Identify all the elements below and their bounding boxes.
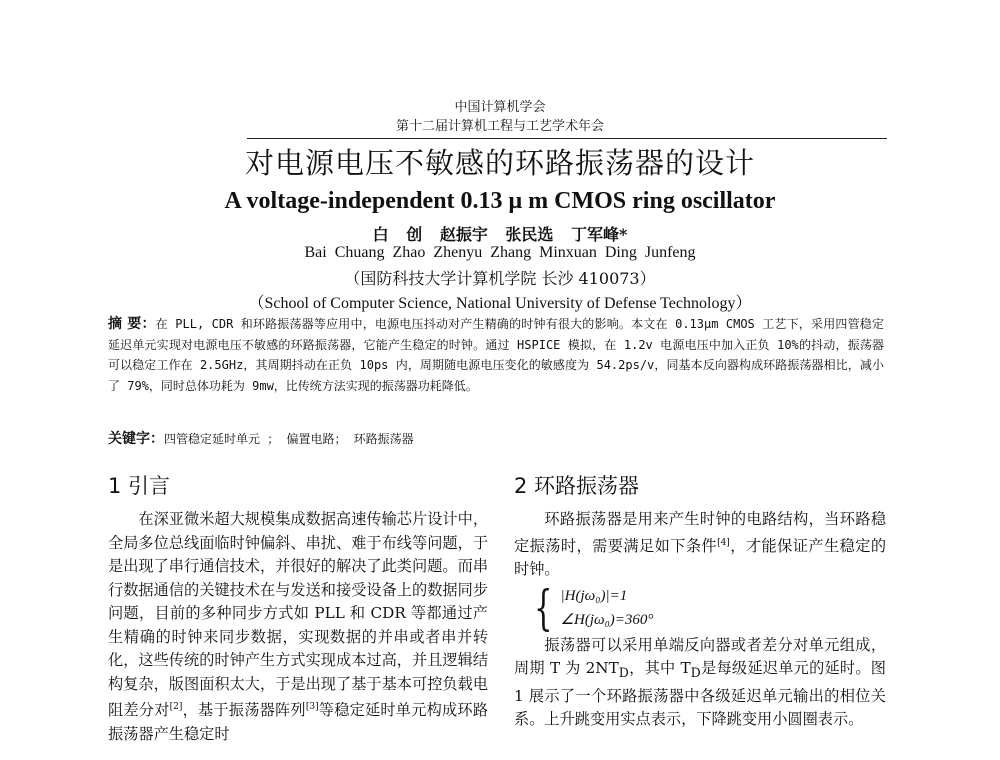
citation-4: [4] <box>717 537 730 548</box>
section1-text: 在深亚微米超大规模集成数据高速传输芯片设计中，全局多位总线面临时钟偏斜、串扰、难于布线等问题，于是出现了串行通信技术，并很好的解决了此类问题。而串行数据通信的关键技术在与发送和接受设备上的数据同步问题，目前的多种同步方式如 PLL 和 CDR 等都通过产生精确的时钟来同步数据，实现数据的并串或者串并转化，这些传统的时钟产生方式实现成本过高，并且逻辑结构复杂，版图面积太大，于是出现了基于基本可控负载电阻差分对 <box>108 510 488 720</box>
header-society: 中国计算机学会 <box>454 100 546 115</box>
section2-text-2: 振荡器可以采用单端反向器或者差分对单元组成，周期 T 为 2NT <box>514 635 886 678</box>
section2-column <box>514 508 886 732</box>
section2-paragraph-2 <box>514 634 886 732</box>
section1-paragraph <box>108 508 488 746</box>
abstract-label: 摘 要： <box>108 316 156 332</box>
header-conference: 第十二届计算机工程与工艺学术年会 <box>395 119 604 134</box>
section2-paragraph-1 <box>514 508 886 582</box>
title-english: A voltage-independent 0.13 μ m CMOS ring oscillator <box>224 188 776 214</box>
equation-magnitude: |H(jω₀)|=1 <box>560 587 628 604</box>
section1-text-c: 等稳定延时单元构成环路振荡器产生稳定时 <box>108 701 489 743</box>
keywords-text: 四管稳定延时单元 ； 偏置电路； 环路振荡器 <box>164 432 414 446</box>
authors-english: Bai Chuang Zhao Zhenyu Zhang Minxuan Ding Junfeng <box>304 244 696 261</box>
section1-title: 1 引言 <box>108 474 171 498</box>
subscript-d-2: D <box>690 665 701 681</box>
section2-text-1b: ，才能保证产生稳定的时钟。 <box>514 536 887 579</box>
abstract <box>108 314 884 396</box>
section1-column <box>108 508 488 746</box>
citation-2: [2] <box>169 702 183 712</box>
section1-text-b: ，基于振荡器阵列 <box>182 701 306 720</box>
equation-phase: ∠H(jω₀)=360° <box>560 611 654 628</box>
section2-text-1: 环路振荡器是用来产生时钟的电路结构，当环路稳定振荡时，需要满足如下条件 <box>514 510 886 555</box>
citation-3: [3] <box>305 702 319 712</box>
header-rule <box>247 138 887 139</box>
oscillation-condition-equation <box>528 579 886 636</box>
keywords <box>108 428 884 448</box>
title-chinese: 对电源电压不敏感的环路振荡器的设计 <box>244 146 755 180</box>
abstract-text: 在 PLL, CDR 和环路振荡器等应用中，电源电压抖动对产生精确的时钟有很大的影响。本文在 0.13μm CMOS 工艺下，采用四管稳定延迟单元实现对电源电压不敏感的环路振荡器，它能产生稳定的时钟。通过 HSPICE 模拟，在 1.2v 电源电压中加入正负 10%的抖动，振荡器可以稳定工作在 2.5GHz，其周期抖动在正负 10ps 内，周期随电源电压变化的敏感度为 54.2ps/v，同基本反向器构成环路振荡器相比，减小了 79%，同时总体功耗为 9mw，比传统方法实现的振荡器功耗降低。 <box>108 317 884 393</box>
subscript-d: D <box>618 665 629 681</box>
equation-brace: { <box>534 579 553 636</box>
section2-title: 2 环路振荡器 <box>514 474 640 498</box>
section2-text-2b: ，其中 T <box>628 659 691 678</box>
affiliation-chinese: （国防科技大学计算机学院 长沙 410073） <box>344 269 656 288</box>
keywords-label: 关键字： <box>108 431 164 447</box>
authors-chinese: 白 创 赵振宇 张民选 丁军峰* <box>372 225 628 244</box>
section2-text-2c: 是每级延迟单元的延时。图 1 展示了一个环路振荡器中各级延迟单元输出的相位关系。上升跳变用实点表示，下降跳变用小圆圈表示。 <box>514 659 886 729</box>
affiliation-english: （School of Computer Science, National University of Defense Technology） <box>248 295 752 312</box>
